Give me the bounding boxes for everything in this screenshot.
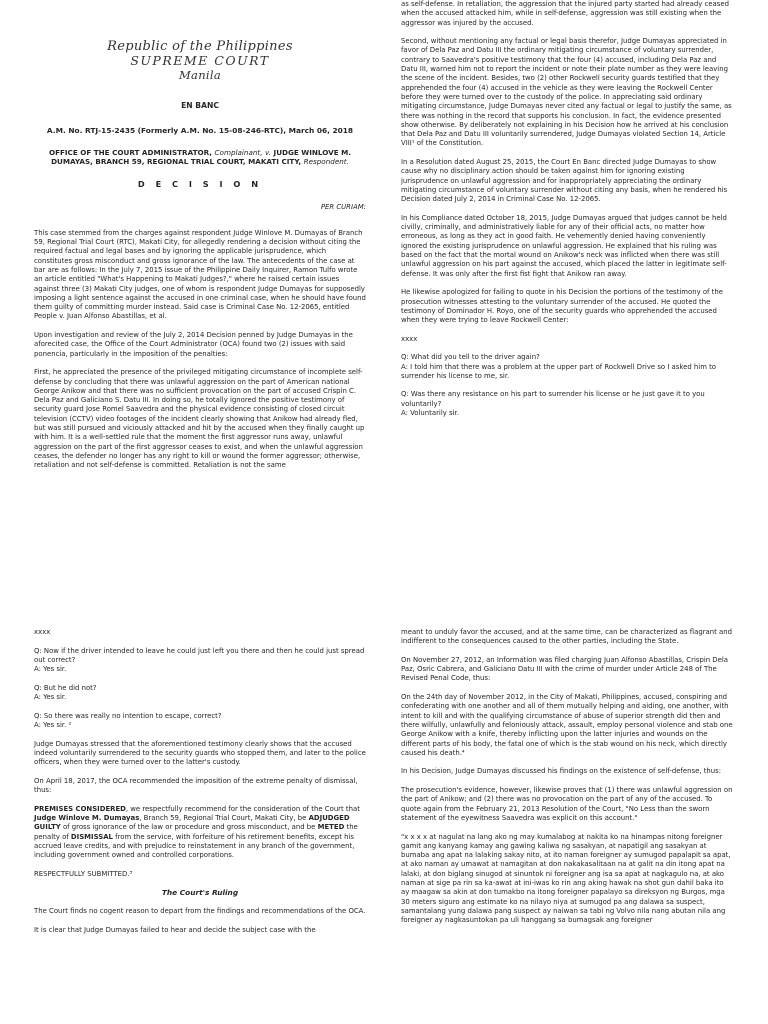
left-column-top xyxy=(34,40,366,471)
testimony-question: Q: But he did not? xyxy=(34,683,97,692)
information-quote: On the 24th day of November 2012, in the City of Makati, Philippines, accused, conspiring and confederating with one another and all of them mutually helping and aiding, one another, with intent to kill and with the qualifying circumstance of abuse of superior strength did then and there wilfully, unlawfully and feloniously attack, assault, employ personal violence and stab one George Anikow with a knife, thereby inflicting upon the latter injuries and wounds on the different parts of his body, the fatal one of which is the stab wound on his neck, which directly caused his death.⁴ xyxy=(401,693,733,757)
city-title: Manila xyxy=(178,68,222,82)
paragraph: meant to unduly favor the accused, and at the same time, can be characterized as flagrant and indifferent to the consequences caused to the other parties, including the State. xyxy=(401,628,733,646)
per-curiam-label: PER CURIAM: xyxy=(320,203,366,212)
adjudged-guilty: ADJUDGED GUILTY xyxy=(34,813,350,832)
dismissal: DISMISSAL xyxy=(70,832,113,841)
left-column-bottom xyxy=(34,628,366,935)
right-column-top xyxy=(401,0,733,418)
complainant-role: Complainant, xyxy=(214,147,263,157)
paragraph: In his Compliance dated October 18, 2015, Judge Dumayas argued that judges cannot be held civilly, criminally, and administratively liable for any of their official acts, no matter how erroneous, as long as they act in good faith. He vehemently denied having conveniently ignored the existing jurisprudence on unlawful aggression. He explained that his ruling was based on the fact that the mortal wound on Anikow's neck was inflicted when there was still unlawful aggression on his part against the accused, which placed the latter in legitimate self-defense. It was only after the first fist fight that Anikow ran away. xyxy=(401,213,727,278)
tagalog-quote: "x x x x at nagulat na lang ako ng may kumalabog at nakita ko na hinampas nitong foreigner gamit ang kanyang kamay ang gawing kaliwa ng sasakyan, at napatigil ang sasakyan at bumaba ang apat na lalaking sakay nito, at ito naman foreigner ay sumugod papalapit sa apat, at ako naman ay umawat at namagitan at don nakakasalitaan na at galit na din itong apat na lalaki, at don biglang sinugod at sinuntok ni foreigner ang isa sa apat at nagkagulo na, at ako naman at sige pa rin sa ka-awat at ini-iwas ko rin ang aking hawak na shot gun dahil baka ito ay maagaw sa akin at don tumakbo na itong foreigner papalayo sa direksyon ng Burgos, mga 30 meters siguro ang estimate ko na nilayo niya at sumugod pa ang dalawa sa suspect, samantalang yung dalawa pang suspect ay naiwan sa tabi ng Volvo nila nang abutan nila ang foreigner ay nagkasuntokan pa uli hanggang sa bumagsak ang foreigner xyxy=(401,832,731,925)
testimony-answer: A: I told him that there was a problem at the upper part of Rockwell Drive so I asked him to surrender his license to me, sir. xyxy=(401,362,717,380)
testimony-question: Q: Was there any resistance on his part to surrender his license or he just gave it to you voluntarily? xyxy=(401,390,705,408)
respondent-name: JUDGE WINLOVE M. DUMAYAS, BRANCH 59, REGIONAL TRIAL COURT, MAKATI CITY, xyxy=(51,147,352,166)
testimony-answer: A: Voluntarily sir. xyxy=(401,409,459,418)
testimony-answer: A: Yes sir. xyxy=(34,665,67,674)
paragraph: First, he appreciated the presence of the privileged mitigating circumstance of incomplete self-defense by concluding that there was unlawful aggression on the part of American national George Anikow and that there was no sufficient provocation on the part of accused Crispin C. Dela Paz and Galiciano S. Datu III. In doing so, he totally ignored the positive testimony of security guard Jose Romel Saavedra and the physical evidence consisting of closed circuit television (CCTV) video footages of the incident clearly showing that Anikow had already fled, but was still pursued and viciously attacked and hit by the accused when they finally caught up with him. It is a well-settled rule that the moment the first aggressor runs away, unlawful aggression on the part of the first aggressor ceases to exist, and when the unlawful aggression ceases, the defender no longer has any right to kill or wound the former aggressor; otherwise, retaliation and not self-defense is committed. Retaliation is not the same xyxy=(34,368,365,470)
text-run: of gross ignorance of the law or procedure and gross misconduct, and be xyxy=(60,823,318,832)
en-banc-label: EN BANC xyxy=(181,101,219,110)
paragraph: as self-defense. In retaliation, the aggression that the injured party started had already ceased when the accused attacked him, while in self-defense, aggression was still existing when the aggressor was injured by the accused. xyxy=(401,0,729,27)
right-column-bottom xyxy=(401,628,733,926)
complainant-name: OFFICE OF THE COURT ADMINISTRATOR, xyxy=(48,147,213,157)
paragraph: On April 18, 2017, the OCA recommended the imposition of the extreme penalty of dismissal, thus: xyxy=(34,776,358,795)
paragraph: It is clear that Judge Dumayas failed to hear and decide the subject case with the xyxy=(34,925,316,934)
section-heading: The Court's Ruling xyxy=(161,888,239,898)
paragraph: In his Decision, Judge Dumayas discussed his findings on the existence of self-defense, thus: xyxy=(401,767,722,776)
versus-label: v. xyxy=(265,147,271,157)
testimony-answer: A: Yes sir. xyxy=(34,693,67,702)
decision-heading: D E C I S I O N xyxy=(137,179,263,190)
paragraph: In a Resolution dated August 25, 2015, the Court En Banc directed Judge Dumayas to show cause why no disciplinary action should be taken against him for ignoring existing jurisprudence on unlawful aggression and for inappropriately appreciating the ordinary mitigating circumstance of voluntary surrender without citing any basis, when he rendered his Decision dated July 2, 2014 in Criminal Case No. 12-2065. xyxy=(401,158,728,204)
separator-text: xxxx xyxy=(401,334,418,343)
paragraph: The Court finds no cogent reason to depart from the findings and recommendations of the OCA. xyxy=(34,906,366,915)
case-parties xyxy=(34,148,366,167)
court-header xyxy=(34,40,366,82)
testimony-answer: A: Yes sir. ² xyxy=(34,720,72,729)
testimony-question: Q: So there was really no intention to escape, correct? xyxy=(34,711,222,720)
respectfully-submitted: RESPECTFULLY SUBMITTED.³ xyxy=(34,869,133,878)
case-number: A.M. No. RTJ-15-2435 (Formerly A.M. No. 15-08-246-RTC), March 06, 2018 xyxy=(46,126,354,136)
paragraph: This case stemmed from the charges against respondent Judge Winlove M. Dumayas of Branch 59, Regional Trial Court (RTC), Makati City, for allegedly rendering a decision without citing the required factual and legal bases and by ignoring the applicable jurisprudence, which constitutes gross misconduct and gross ignorance of the law. The antecedents of the case at bar are as follows: In the July 7, 2015 issue of the Philippine Daily Inquirer, Ramon Tulfo wrote an article entitled "What's Happening to Makati Judges?," where he raised certain issues against three (3) Makati City judges, one of whom is respondent Judge Dumayas for supposedly imposing a light sentence against the accused in one criminal case, when he should have found them guilty of committing murder instead. Said case is Criminal Case No. 12-2065, entitled People v. Juan Alfonso Abastillas, et al. xyxy=(34,228,366,321)
recommendation-paragraph xyxy=(34,805,366,861)
paragraph: On November 27, 2012, an Information was filed charging Juan Alfonso Abastillas, Crispin Dela Paz, Osric Cabrera, and Galiciano Datu III with the crime of murder under Article 248 of The Revised Penal Code, thus: xyxy=(401,655,728,683)
respondent-role: Respondent. xyxy=(303,156,349,166)
testimony-question: Q: What did you tell to the driver again? xyxy=(401,353,540,362)
paragraph: Judge Dumayas stressed that the aforementioned testimony clearly shows that the accused indeed voluntarily surrendered to the security guards who stopped them, and later to the police officers, when they were turned over to the latter's custody. xyxy=(34,739,366,767)
text-run: the penalty of xyxy=(34,823,358,841)
decision-quote: The prosecution's evidence, however, likewise proves that (1) there was unlawful aggression on the part of Anikow; and (2) there was no provocation on the part of any of the accused. To quote again from the February 21, 2013 Resolution of the Court, "No Less than the sworn statement of the eyewitness Saavedra was explicit on this account." xyxy=(401,786,733,822)
paragraph: He likewise apologized for failing to quote in his Decision the portions of the testimony of the prosecution witnesses attesting to the voluntary surrender of the accused. He quoted the testimony of Dominador H. Royo, one of the security guards who apprehended the accused when they were trying to leave Rockwell Center: xyxy=(401,288,723,325)
text-run: from the service, with forfeiture of his retirement benefits, except his accrued leave credits, and with prejudice to reinstatement in any branch of the government, including government owned and controlled corporations. xyxy=(34,832,355,860)
separator-text: xxxx xyxy=(34,628,51,636)
republic-title: Republic of the Philippines xyxy=(107,39,293,54)
judge-name: Judge Winlove M. Dumayas xyxy=(34,813,140,822)
paragraph: Second, without mentioning any factual or legal basis therefor, Judge Dumayas appreciated in favor of Dela Paz and Datu III the ordinary mitigating circumstance of voluntary surrender, contrary to Saavedra's positive testimony that the four (4) accused, including Dela Paz and Datu III, warned him not to report the incident or note their plate number as they were leaving the scene of the incident. Besides, two (2) other Rockwell security guards testified that they apprehended the four (4) accused in the vehicle as they were leaving the Rockwell Center before they were turned over to the custody of the police. In appreciating said ordinary mitigating circumstance, Judge Dumayas never cited any factual or legal to justify the same, as there was nothing in the record that supports his conclusion. In fact, the evidence presented show otherwise. By deliberately not explaining in his Decision how he arrived at his conclusion that Dela Paz and Datu III voluntarily surrendered, Judge Dumayas violated Section 14, Article VIII¹ of the Constitution. xyxy=(401,37,732,148)
court-title: SUPREME COURT xyxy=(130,53,270,68)
paragraph: Upon investigation and review of the July 2, 2014 Decision penned by Judge Dumayas in the aforecited case, the Office of the Court Administrator (OCA) found two (2) issues with said ponencia, particularly in the imposition of the penalties: xyxy=(34,331,353,358)
testimony-question: Q: Now if the driver intended to leave he could just left you there and then he could just spread out correct? xyxy=(34,646,365,664)
text-run: , we respectfully recommend for the consideration of the Court that xyxy=(125,804,360,813)
text-run: , Branch 59, Regional Trial Court, Makati City, be xyxy=(139,813,309,822)
premises-considered: PREMISES CONSIDERED xyxy=(34,804,126,813)
meted: METED xyxy=(317,823,345,832)
